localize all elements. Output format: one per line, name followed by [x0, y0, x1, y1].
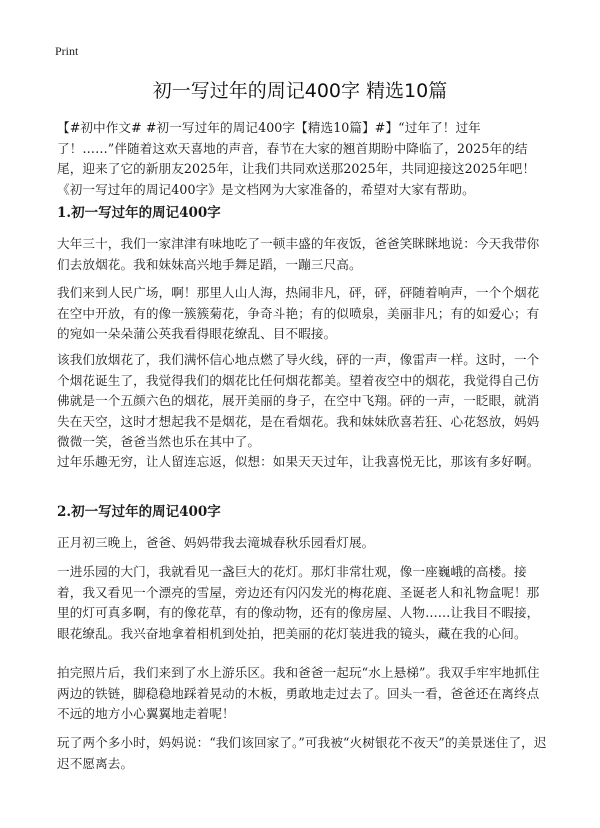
section-2-paragraph-4: 玩了两个多小时，妈妈说：“我们该回家了。”可我被“火树银花不夜天”的美景迷住了，迟迟不愿离去。	[57, 735, 547, 771]
section-heading-1: 1.初一写过年的周记400字	[57, 205, 221, 221]
section-2-paragraph-1: 正月初三晚上，爸爸、妈妈带我去滝城春秋乐园看灯展。	[57, 535, 375, 550]
section-2-paragraph-2: 一进乐园的大门，我就看见一盏巨大的花灯。那灯非常壮观，像一座巍峨的高楼。接着，我又看见一个漂亮的雪屋，旁边还有闪闪发光的梅花鹿、圣诞老人和礼物盒呢！那里的灯可真多啊，有的像花草，有的像动物，还有的像房屋、人物……让我目不暇接，眼花缭乱。我兴奋地拿着相机到处拍，把美丽的花灯装进我的镜头，藏在我的心间。	[57, 564, 540, 641]
print-link[interactable]: Print	[55, 44, 79, 58]
section-heading-2: 2.初一写过年的周记400字	[57, 504, 221, 520]
section-1-paragraph-1: 大年三十，我们一家津津有味地吃了一顿丰盛的年夜饭，爸爸笑眯眯地说：今天我带你们去放烟花。我和妹妹高兴地手舞足蹈，一蹦三尺高。	[57, 236, 540, 272]
page-title: 初一写过年的周记400字 精选10篇	[152, 80, 448, 102]
section-1-paragraph-2: 我们来到人民广场，啊！那里人山人海，热闹非凡，砰，砰，砰随着响声，一个个烟花在空中开放，有的像一簇簇菊花，争奇斗艳；有的似喷泉，美丽非凡；有的如爱心；有的宛如一朵朵蒲公英我看得眼花缭乱、目不暇接。	[57, 285, 540, 341]
section-2-paragraph-3: 拍完照片后，我们来到了水上游乐区。我和爸爸一起玩“水上悬梯”。我双手牢牢地抓住两边的铁链，脚稳稳地踩着晃动的木板，勇敢地走过去了。回头一看，爸爸还在离终点不远的地方小心翼翼地走着呢！	[57, 665, 540, 721]
intro-paragraph: 【#初中作文# #初一写过年的周记400字【精选10篇】#】“过年了！过年了！……”伴随着这欢天喜地的声音，春节在大家的翘首期盼中降临了，2025年的结尾，迎来了它的新朋友2025年，让我们共同欢送那2025年，共同迎接这2025年吧！《初一写过年的周记400字》是文档网为大家准备的，希望对大家有帮助。	[57, 120, 536, 197]
section-1-paragraph-3: 该我们放烟花了，我们满怀信心地点燃了导火线，砰的一声，像雷声一样。这时，一个个烟花诞生了，我觉得我们的烟花比任何烟花都美。望着夜空中的烟花，我觉得自己仿佛就是一个五颜六色的烟花，展开美丽的身子，在空中飞翔。砰的一声，一眨眼，就消失在天空，这时才想起我不是烟花，是在看烟花。我和妹妹欣喜若狂、心花怒放，妈妈微微一笑，爸爸当然也乐在其中了。	[57, 352, 540, 449]
section-1-paragraph-4: 过年乐趣无穷，让人留连忘返，似想：如果天天过年，让我喜悦无比，那该有多好啊。	[57, 454, 540, 469]
